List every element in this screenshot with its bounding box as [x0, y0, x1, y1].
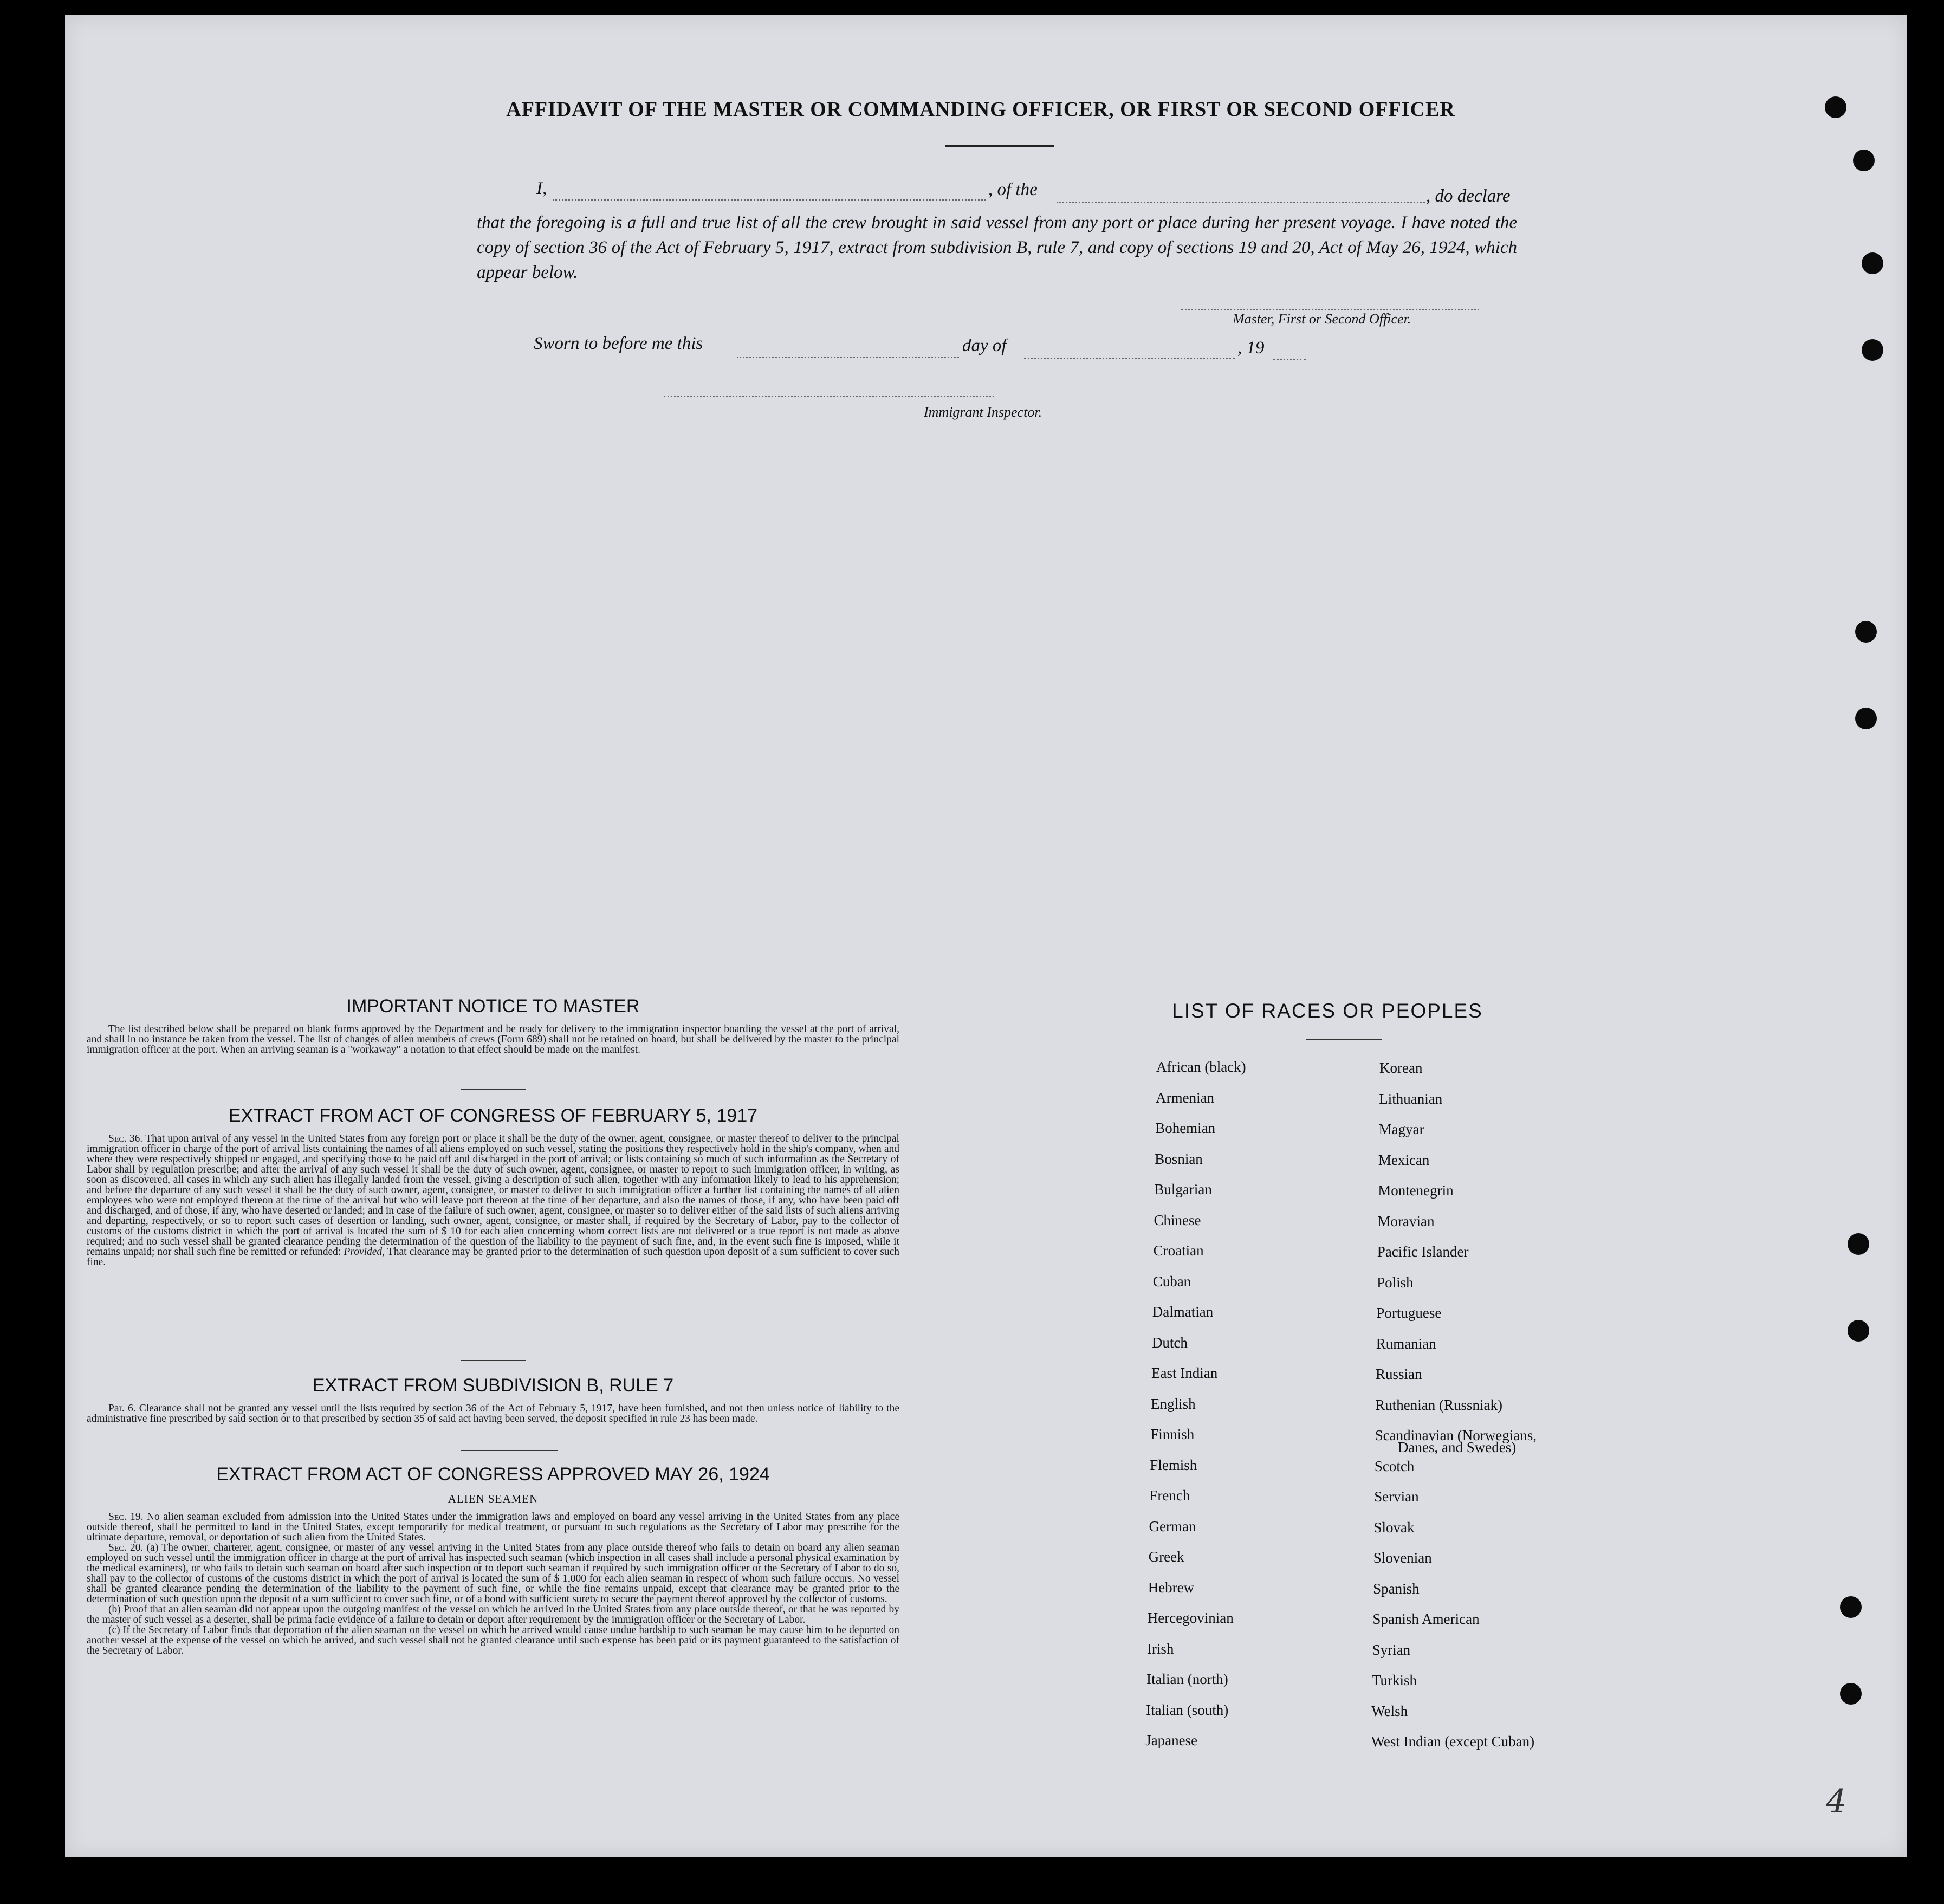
extract-1917-heading: EXTRACT FROM ACT OF CONGRESS OF FEBRUARY 5, 1917	[228, 1105, 758, 1126]
punch-hole	[1825, 96, 1846, 118]
notice-paragraph: The list described below shall be prepared on blank forms approved by the Department and be ready for delivery to the immigration inspector boarding the vessel at the port of arrival, and shall in no instance be taken from the vessel. The list of changes of alien members of crews (Form 689) shall not be retained on board, but shall be delivered by the master to the principal immigration officer at the port. When an arriving seaman is a "workaway" a notation to that effect should be made on the manifest.	[87, 1024, 899, 1055]
race-item: Russian	[1376, 1366, 1422, 1382]
sec-20-b-text: (b) Proof that an alien seaman did not appear upon the outgoing manifest of the vessel on which he arrived in the United States from any place outside thereof, or that he was reported by the master of such vessel as a deserter, shall be prima facie evidence of a failure to detain or deport after requirement by the immigration officer or the Secretary of Labor.	[87, 1604, 899, 1625]
section-divider	[461, 1450, 558, 1451]
punch-hole	[1840, 1596, 1862, 1618]
day-of-label: day of	[962, 336, 1007, 355]
sec-20-label: Sec. 20.	[108, 1542, 144, 1553]
race-item: Servian	[1374, 1488, 1419, 1505]
affidavit-i-label: I,	[536, 179, 547, 198]
race-item: Cuban	[1152, 1273, 1191, 1290]
rule7-text	[87, 1403, 899, 1424]
sworn-label: Sworn to before me this	[534, 334, 703, 353]
race-item: Spanish	[1373, 1580, 1420, 1597]
punch-hole	[1855, 621, 1877, 643]
punch-hole	[1840, 1683, 1862, 1705]
rule7-paragraph: Par. 6. Clearance shall not be granted any vessel until the lists required by section 36 of the Act of February 5, 1917, have been furnished, and not then unless notice of liability to the administrative fine prescribed by said section or to that prescribed by section 35 of said act having been served, the deposit specified in rule 23 has been made.	[87, 1403, 899, 1424]
punch-hole	[1848, 1233, 1869, 1255]
rule7-heading: EXTRACT FROM SUBDIVISION B, RULE 7	[312, 1375, 674, 1396]
race-item: English	[1151, 1395, 1196, 1412]
sworn-day-blank[interactable]	[737, 357, 959, 358]
races-title-underline	[1306, 1039, 1382, 1040]
sworn-month-blank[interactable]	[1024, 358, 1235, 359]
sec-20-text: (a) The owner, charterer, agent, consignee, or master of any vessel arriving in the United States from any place outside thereof who fails to detain on board any alien seaman employed on such vessel until the immigration officer in charge at the port of arrival has inspected such seaman (which inspection in all cases shall include a personal physical examination by the medical examiners), or who fails to detain such seaman on board after such inspection or to deport such seaman if required by such immigration officer or the Secretary of Labor to do so, shall pay to the collector of customs of the customs district in which the port of arrival is located the sum of $ 1,000 for each alien seaman in respect of whom such failure occurs. No vessel shall be granted clearance pending the determination of the liability to the payment of such fine, or while the fine remains unpaid, except that clearance may be granted prior to the determination of such question upon the deposit of a sum sufficient to cover such fine, or of a bond with sufficient surety to secure the payment thereof approved by the collector of customs.	[87, 1542, 899, 1605]
race-item: Dutch	[1151, 1334, 1188, 1351]
inspector-label: Immigrant Inspector.	[924, 404, 1042, 420]
master-label: Master, First or Second Officer.	[1233, 311, 1411, 327]
section-divider	[461, 1360, 526, 1361]
race-item: Mexican	[1378, 1151, 1430, 1168]
race-item: Spanish American	[1372, 1611, 1480, 1627]
race-item: Chinese	[1154, 1212, 1201, 1228]
race-item: Moravian	[1377, 1213, 1435, 1229]
race-item: Ruthenian (Russniak)	[1375, 1396, 1503, 1413]
declaration-text: that the foregoing is a full and true list of all the crew brought in said vessel from any port or place during her present voyage. I have noted the copy of section 36 of the Act of February 5, 1917, extract from subdivision B, rule 7, and copy of sections 19 and 20, Act of May 26, 1924, which appear below.	[477, 213, 1517, 282]
vessel-blank[interactable]	[1057, 202, 1425, 203]
race-item: Turkish	[1372, 1672, 1417, 1688]
race-item: Bulgarian	[1154, 1181, 1212, 1197]
year-label: , 19	[1237, 338, 1265, 358]
races-title: LIST OF RACES OR PEOPLES	[1172, 1000, 1483, 1022]
race-item: French	[1149, 1487, 1190, 1504]
master-signature-blank[interactable]	[1181, 309, 1479, 310]
notice-text	[87, 1024, 899, 1055]
section-divider	[461, 1089, 526, 1090]
provided-word: Provided,	[344, 1246, 385, 1258]
handwritten-page-number: 4	[1826, 1783, 1847, 1821]
punch-hole	[1862, 339, 1883, 361]
race-item: Syrian	[1372, 1641, 1411, 1658]
do-declare-label: , do declare	[1426, 186, 1511, 206]
race-item: Greek	[1148, 1549, 1184, 1565]
race-item: Japanese	[1145, 1732, 1198, 1748]
sec-36-label: Sec. 36.	[108, 1133, 143, 1144]
race-item: Flemish	[1150, 1456, 1197, 1473]
race-item: Scandinavian (Norwegians,	[1375, 1427, 1537, 1443]
race-item: Dalmatian	[1152, 1304, 1214, 1320]
sec-36-tail: That clearance may be granted prior to the determination of such question upon deposit of a sum sufficient to cover such fine.	[87, 1246, 899, 1268]
race-item: German	[1149, 1518, 1196, 1534]
race-item: Magyar	[1378, 1121, 1424, 1137]
race-item: Irish	[1146, 1640, 1174, 1657]
race-item: Italian (north)	[1146, 1671, 1228, 1687]
race-item: Portuguese	[1376, 1305, 1442, 1321]
extract-1924-heading: EXTRACT FROM ACT OF CONGRESS APPROVED MAY 26, 1924	[216, 1464, 770, 1485]
alien-seamen-subheading: ALIEN SEAMEN	[448, 1492, 539, 1505]
race-item-continuation: Danes, and Swedes)	[1398, 1439, 1517, 1455]
inspector-signature-blank[interactable]	[664, 396, 994, 397]
year-blank[interactable]	[1273, 359, 1306, 360]
extract-1924-text	[87, 1512, 899, 1656]
race-item: Scotch	[1374, 1458, 1415, 1474]
race-item: Hercegovinian	[1147, 1610, 1234, 1626]
affidavit-title: AFFIDAVIT OF THE MASTER OR COMMANDING OFFICER, OR FIRST OR SECOND OFFICER	[506, 98, 1455, 121]
name-blank[interactable]	[553, 199, 986, 201]
race-item: West Indian (except Cuban)	[1371, 1733, 1535, 1750]
punch-hole	[1855, 708, 1877, 729]
title-underline	[945, 145, 1054, 147]
sec-19-text: No alien seaman excluded from admission into the United States under the immigration laws and employed on board any vessel arriving in the United States from any place outside thereof, shall be permitted to land in the United States, except temporarily for medical treatment, or pursuant to such regulations as the Secretary of Labor may prescribe for the ultimate departure, removal, or deportation of such alien from the United States.	[87, 1511, 899, 1543]
race-item: Rumanian	[1376, 1335, 1436, 1352]
sec-36-text: That upon arrival of any vessel in the United States from any foreign port or place it shall be the duty of the owner, agent, consignee, or master thereof to deliver to the principal immigration officer in charge of the port of arrival lists containing the names of all aliens employed on such vessel, stating the positions they respectively hold in the ship's company, when and where they were respectively shipped or engaged, and specifying those to be paid off and discharged in the port of arrival; or lists containing so much of such information as the Secretary of Labor shall by regulation prescribe; and after the arrival of any such vessel it shall be the duty of such owner, agent, consignee, or master to report to such immigration officer, in writing, as soon as discovered, all cases in which any such alien has illegally landed from the vessel, giving a description of such alien, together with any information likely to lead to his apprehension; and before the departure of any such vessel it shall be the duty of such owner, agent, consignee, or master to deliver to such immigration officer a further list containing the names of all alien employees who were not employed thereon at the time of the arrival but who will leave port thereon at the time of her departure, and also the names of those, if any, who have been paid off and discharged, and of those, if any, who have deserted or landed; and in case of the failure of such owner, agent, consignee, or master so to deliver either of the said lists of such aliens arriving and departing, respectively, or so to report such cases of desertion or landing, such owner, agent, consignee, or master shall, if required by the Secretary of Labor, pay to the collector of customs of the customs district in which the port of arrival is located the sum of $ 10 for each alien concerning whom correct lists are not delivered or a true report is not made as above required; and no such vessel shall be granted clearance pending the determination of the question of the liability to the payment of such fine, and, in the event such fine is imposed, while it remains unpaid; nor shall such fine be remitted or refunded:	[87, 1133, 899, 1258]
race-item: Montenegrin	[1378, 1182, 1454, 1199]
race-item: Pacific Islander	[1377, 1244, 1469, 1260]
sec-20-c-text: (c) If the Secretary of Labor finds that deportation of the alien seaman on the vessel on which he arrived would cause undue hardship to such seaman he may cause him to be deported on another vessel at the expense of the vessel on which he arrived, and such vessel shall not be granted clearance until such expense has been paid or its payment guaranteed to the satisfaction of the Secretary of Labor.	[87, 1624, 899, 1656]
race-item: Croatian	[1153, 1242, 1204, 1259]
race-item: African (black)	[1156, 1059, 1246, 1075]
race-item: Korean	[1379, 1060, 1423, 1076]
race-item: Finnish	[1150, 1426, 1195, 1442]
race-item: Hebrew	[1148, 1579, 1195, 1596]
sec-19-label: Sec. 19.	[108, 1511, 144, 1523]
race-item: Lithuanian	[1379, 1090, 1443, 1107]
race-item: Armenian	[1156, 1089, 1215, 1106]
punch-hole	[1862, 252, 1883, 274]
race-item: Bohemian	[1155, 1120, 1216, 1136]
race-item: Italian (south)	[1146, 1701, 1229, 1718]
of-the-label: , of the	[988, 180, 1038, 199]
race-item: East Indian	[1151, 1365, 1218, 1381]
race-item: Slovenian	[1373, 1550, 1432, 1566]
extract-1917-text	[87, 1134, 899, 1267]
race-item: Welsh	[1371, 1702, 1408, 1719]
race-item: Bosnian	[1155, 1150, 1203, 1167]
race-item: Slovak	[1373, 1519, 1415, 1536]
notice-heading: IMPORTANT NOTICE TO MASTER	[346, 996, 640, 1016]
punch-hole	[1848, 1320, 1869, 1342]
race-item: Polish	[1377, 1274, 1414, 1291]
punch-hole	[1853, 150, 1875, 171]
